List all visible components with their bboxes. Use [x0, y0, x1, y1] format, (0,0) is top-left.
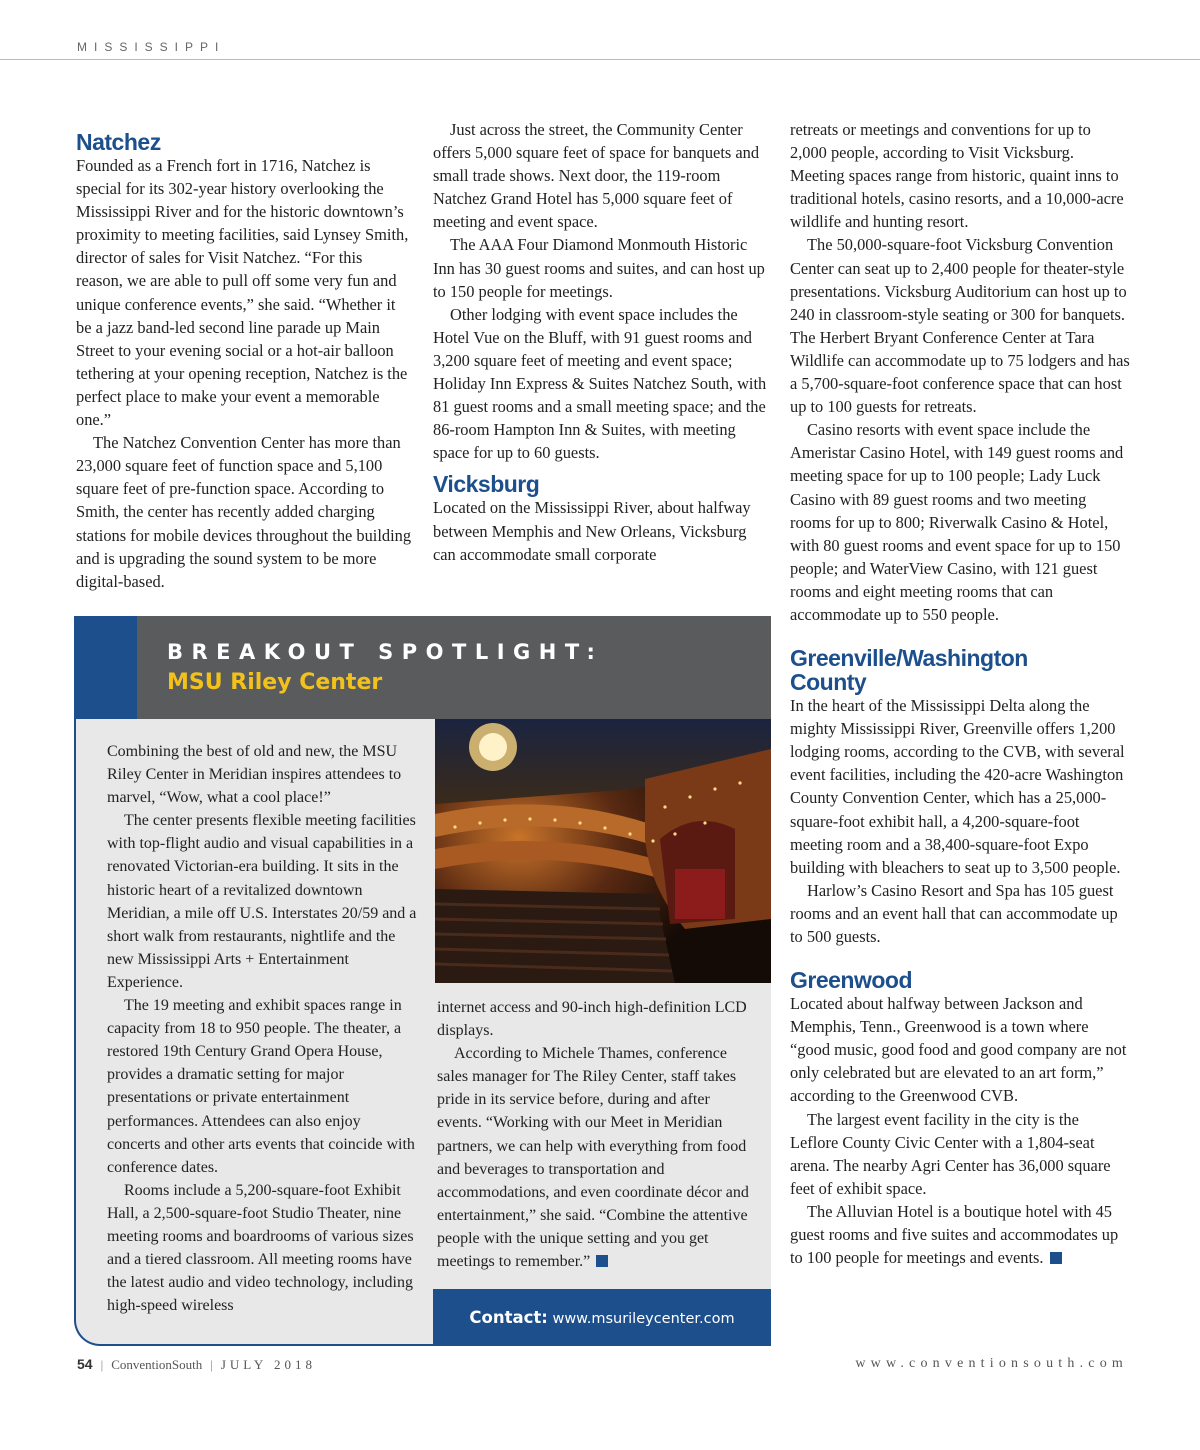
vicksburg-paragraph: retreats or meetings and conventions for up to 2,000 people, according to Visit Vicksburg. Meeting spaces range from historic, quaint inns to traditional hotels, casino resorts, and a 10,000-acre wildlife and hunting resort. [790, 120, 1124, 232]
folio-separator: | [210, 1357, 213, 1372]
contact-url-link[interactable]: www.msurileycenter.com [552, 1311, 735, 1327]
page-folio [77, 1356, 316, 1373]
breakout-spotlight [74, 616, 771, 1346]
theater-photo [435, 719, 771, 983]
running-head: MISSISSIPPI [77, 40, 226, 54]
end-of-article-mark [1050, 1252, 1062, 1264]
breakout-paragraph: Combining the best of old and new, the MSU Riley Center in Meridian inspires attendees to marvel, “Wow, what a cool place!” [107, 743, 402, 807]
breakout-title: MSU Riley Center [167, 670, 383, 695]
breakout-label: BREAKOUT SPOTLIGHT: [167, 640, 604, 664]
vicksburg-paragraph: Located on the Mississippi River, about halfway between Memphis and New Orleans, Vicksburg can accommodate small corporate [433, 498, 751, 564]
breakout-column-2 [437, 996, 749, 1273]
natchez-paragraph: The Natchez Convention Center has more than 23,000 square feet of function space and 5,100 square feet of pre-function space. According to Smith, the center has recently added charging stations for mobile devices throughout the building and is upgrading the sound system to be more digital-based. [76, 433, 412, 591]
column-3 [790, 118, 1130, 1269]
breakout-column-1 [107, 740, 417, 1317]
folio-separator: | [100, 1357, 104, 1372]
vicksburg-paragraph: The 50,000-square-foot Vicksburg Convention Center can seat up to 2,400 people for theater-style presentations. Vicksburg Auditorium can host up to 240 in classroom-style seating or 300 for banquets. The Herbert Bryant Conference Center at Tara Wildlife can accommodate up to 75 lodgers and has a 5,700-square-foot conference space that can host up to 100 guests for retreats. [790, 235, 1130, 417]
column-2 [433, 118, 769, 566]
greenwood-paragraph-text: The Alluvian Hotel is a boutique hotel with 45 guest rooms and five suites and accommodates up to 100 people for meetings and events. [790, 1201, 1119, 1268]
column-1 [76, 118, 412, 593]
greenville-paragraph: In the heart of the Mississippi Delta along the mighty Mississippi River, Greenville offers 1,200 lodging rooms, according to the CVB, with several event facilities, including the 420-acre Washington County Convention Center, which has a 25,000-square-foot exhibit hall, a 4,200-square-foot meeting room and a 38,400-square-foot Expo building with bleachers to seat up to 3,500 people. [790, 696, 1125, 877]
natchez-paragraph: The AAA Four Diamond Monmouth Historic Inn has 30 guest rooms and suites, and can host up to 150 people for meetings. [433, 235, 765, 301]
greenwood-paragraph: The largest event facility in the city is the Leflore County Civic Center with a 1,804-seat arena. The nearby Agri Center has 36,000 square feet of exhibit space. [790, 1109, 1111, 1198]
natchez-paragraph: Founded as a French fort in 1716, Natchez is special for its 302-year history overlooking the Mississippi River and for the historic downtown’s proximity to meeting facilities, said Lynsey Smith, director of sales for Visit Natchez. “For this reason, we are able to pull off some very fun and unique conference events,” she said. “Whether it be a jazz band-led second line parade up Main Street to your evening social or a hot-air balloon tethering at your opening reception, Natchez is the perfect place to make your event a memorable one.” [76, 156, 409, 430]
breakout-paragraph [437, 1042, 749, 1273]
breakout-paragraph: The 19 meeting and exhibit spaces range in capacity from 18 to 950 people. The theater, a restored 19th Century Grand Opera House, provides a dramatic setting for major presentations or private entertainment performances. Attendees can also enjoy concerts and other arts events that coincide with conference dates. [107, 997, 415, 1176]
greenville-paragraph: Harlow’s Casino Resort and Spa has 105 guest rooms and an event hall that can accommodate up to 500 guests. [790, 880, 1118, 946]
greenwood-paragraph [790, 1200, 1130, 1269]
greenville-heading-line: Greenville/Washington [790, 645, 1028, 672]
greenville-heading [790, 646, 1130, 694]
breakout-paragraph: Rooms include a 5,200-square-foot Exhibit Hall, a 2,500-square-foot Studio Theater, nine meeting rooms and boardrooms of various sizes and a tiered classroom. All meeting rooms have the latest audio and video technology, including high-speed wireless [107, 1181, 414, 1315]
natchez-heading: Natchez [76, 129, 161, 155]
header-rule [0, 59, 1200, 60]
vicksburg-heading: Vicksburg [433, 471, 540, 498]
issue-date: JULY 2018 [220, 1357, 317, 1372]
contact-bar [433, 1289, 771, 1346]
breakout-header [76, 616, 771, 719]
publication-name: ConventionSouth [111, 1357, 203, 1372]
greenwood-heading: Greenwood [790, 967, 913, 994]
breakout-paragraph: internet access and 90-inch high-definition LCD displays. [437, 999, 747, 1040]
natchez-paragraph: Just across the street, the Community Center offers 5,000 square feet of space for banquets and small trade shows. Next door, the 119-room Natchez Grand Hotel has 5,000 square feet of meeting and event space. [433, 120, 760, 232]
greenville-heading-line: County [790, 669, 867, 696]
greenwood-paragraph: Located about halfway between Jackson and Memphis, Tenn., Greenwood is a town where “good music, good food and good company are not only celebrated but are elevated to an art form,” according to the Greenwood CVB. [790, 994, 1127, 1106]
page-number: 54 [77, 1356, 93, 1372]
vicksburg-paragraph: Casino resorts with event space include the Ameristar Casino Hotel, with 149 guest rooms and meeting space for up to 100 people; Lady Luck Casino with 89 guest rooms and two meeting rooms for up to 800; Riverwalk Casino & Hotel, with 80 guest rooms and event space for up to 150 people; and WaterView Casino, with 121 guest rooms and eight meeting rooms that can accommodate up to 550 people. [790, 420, 1124, 624]
end-of-article-mark [596, 1255, 608, 1267]
breakout-accent-block [76, 616, 137, 719]
website-url[interactable]: www.conventionsouth.com [855, 1356, 1128, 1371]
natchez-paragraph: Other lodging with event space includes the Hotel Vue on the Bluff, with 91 guest rooms and 3,200 square feet of meeting and event space; Holiday Inn Express & Suites Natchez South, with 81 guest rooms and a small meeting space; and the 86-room Hampton Inn & Suites, with meeting space for up to 60 guests. [433, 304, 767, 463]
theater-interior-illustration [435, 719, 771, 983]
contact-label: Contact: [469, 1308, 548, 1327]
breakout-paragraph: The center presents flexible meeting facilities with top-flight audio and visual capabilities in a renovated Victorian-era building. It sits in the historic heart of a revitalized downtown Meridian, a mile off U.S. Interstates 20/59 and a short walk from restaurants, nightlife and the new Mississippi Arts + Entertainment Experience. [107, 812, 417, 991]
breakout-paragraph-text: According to Michele Thames, conference sales manager for The Riley Center, staff takes pride in its service before, during and after events. “Working with our Meet in Meridian partners, we can help with everything from food and beverages to transportation and accommodations, and even coordinate décor and entertainment,” she said. “Combine the attentive people with the unique setting and you get meetings to remember.” [437, 1045, 749, 1271]
